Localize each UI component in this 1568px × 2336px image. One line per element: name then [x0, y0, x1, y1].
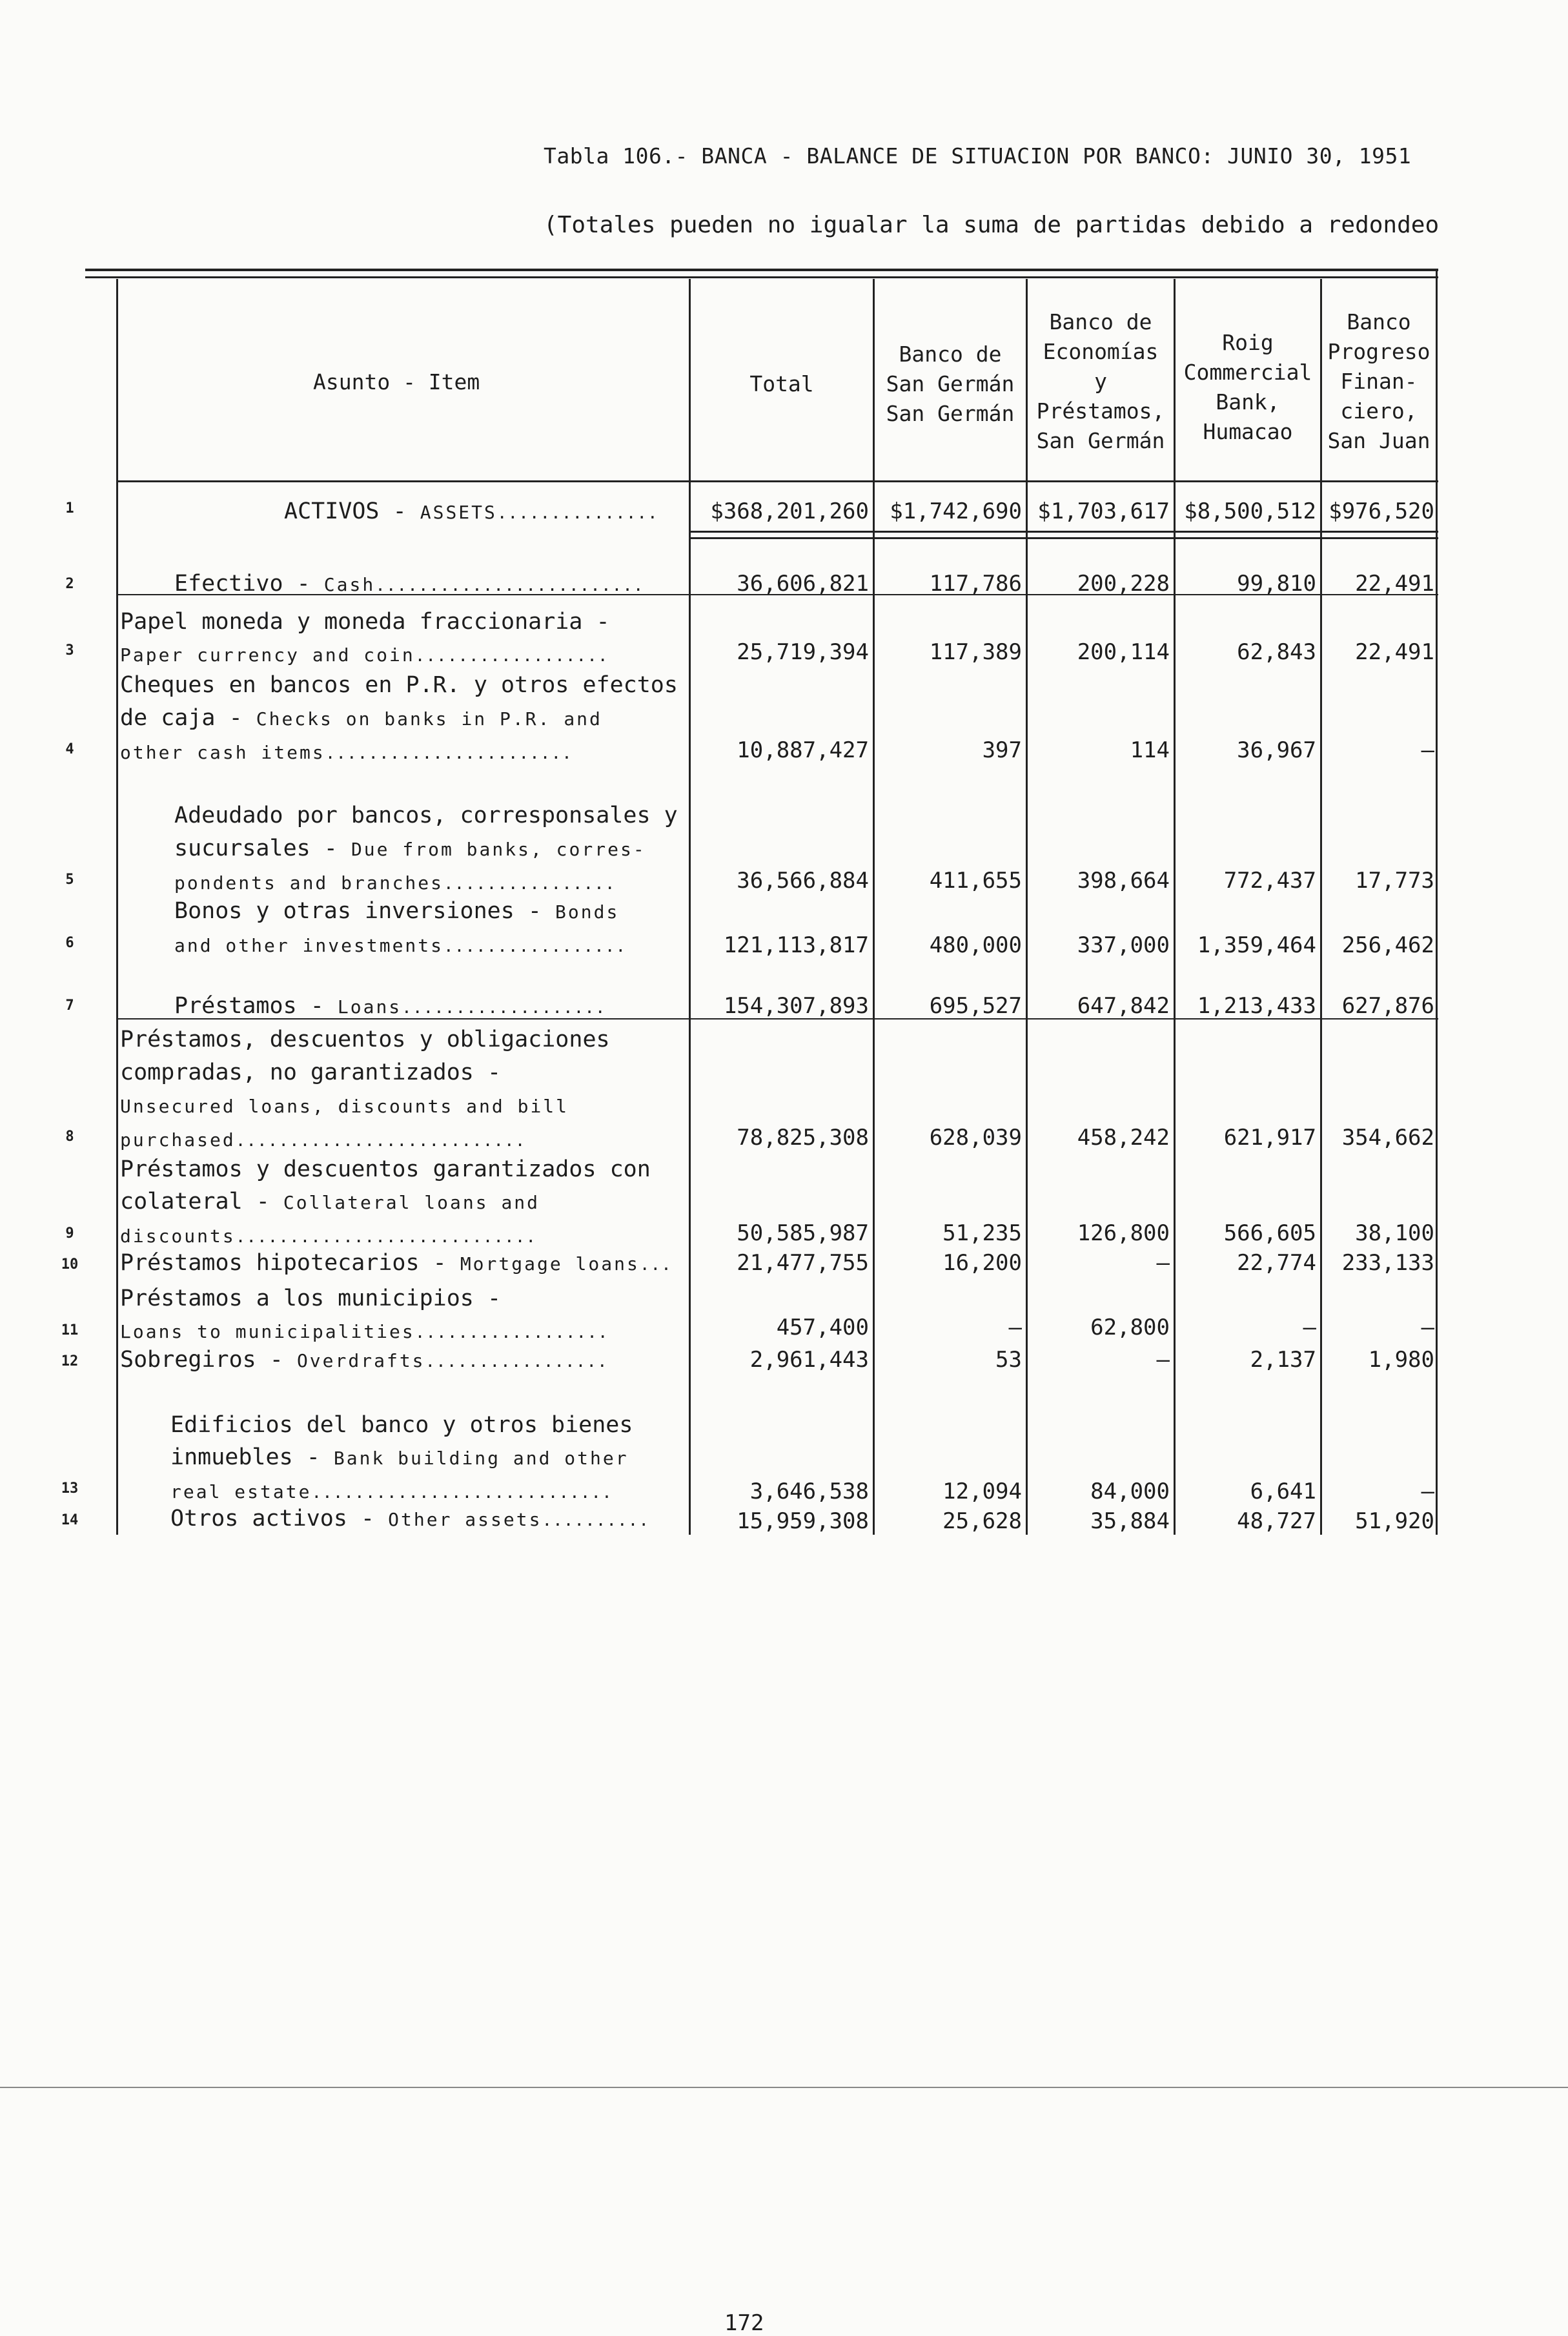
- table-cell: 6,641: [1250, 1479, 1316, 1504]
- table-cell: $8,500,512: [1184, 498, 1316, 524]
- table-cell: 458,242: [1077, 1125, 1170, 1151]
- table-cell: 21,477,755: [737, 1250, 869, 1276]
- row-label-bonds: Bonos y otras inversiones - Bonds and other investments.................: [174, 898, 627, 956]
- row-label-municipal-loans: Préstamos a los municipios - Loans to municipalities..................: [120, 1286, 609, 1342]
- header-bottom-rule: [117, 480, 1438, 482]
- table-cell: 78,825,308: [737, 1125, 869, 1151]
- table-cell: 628,039: [929, 1125, 1022, 1151]
- table-cell: 354,662: [1341, 1125, 1434, 1151]
- table-cell: —: [1303, 1315, 1316, 1340]
- row-label-due-from-banks: Adeudado por bancos, corresponsales y sucursales - Due from banks, corres- pondents and branches................: [174, 803, 678, 894]
- table-cell: 62,843: [1237, 639, 1316, 665]
- table-cell: 233,133: [1341, 1250, 1434, 1276]
- table-cell: 36,566,884: [737, 868, 869, 894]
- assets-double-rule-1: [689, 531, 1438, 533]
- table-cell: 117,389: [929, 639, 1022, 665]
- table-cell: $368,201,260: [710, 498, 869, 524]
- table-title: Tabla 106.- BANCA - BALANCE DE SITUACION POR BANCO: JUNIO 30, 1951: [544, 143, 1412, 169]
- table-cell: —: [1421, 737, 1434, 763]
- table-cell: 22,491: [1355, 571, 1434, 597]
- table-cell: 2,137: [1250, 1347, 1316, 1373]
- table-cell: 51,920: [1355, 1508, 1434, 1534]
- row-number: 9: [65, 1225, 74, 1242]
- table-cell: 200,114: [1077, 639, 1170, 665]
- header-total: Total: [749, 371, 814, 396]
- row-label-paper-currency: Papel moneda y moneda fraccionaria - Paper currency and coin..................: [120, 609, 610, 666]
- row-label-collateral-loans: Préstamos y descuentos garantizados con colateral - Collateral loans and discounts............................: [120, 1156, 651, 1247]
- table-cell: —: [1421, 1479, 1434, 1504]
- table-cell: 3,646,538: [749, 1479, 869, 1504]
- table-cell: 256,462: [1341, 932, 1434, 958]
- header-col3: Roig Commercial Bank, Humacao: [1183, 330, 1312, 444]
- row-label-checks: Cheques en bancos en P.R. y otros efectos de caja - Checks on banks in P.R. and other cash items.......................: [120, 672, 678, 763]
- table-cell: 48,727: [1237, 1508, 1316, 1534]
- row-label-bank-building: Edificios del banco y otros bienes inmuebles - Bank building and other real estate............................: [170, 1412, 633, 1502]
- table-cell: 99,810: [1237, 571, 1316, 597]
- table-cell: 621,917: [1223, 1125, 1316, 1151]
- row-number: 12: [61, 1353, 79, 1369]
- table-cell: 1,980: [1368, 1347, 1434, 1373]
- assets-double-rule-2: [689, 537, 1438, 539]
- table-cell: 22,491: [1355, 639, 1434, 665]
- col-rule-left: [116, 279, 118, 1535]
- table-cell: 16,200: [942, 1250, 1022, 1276]
- table-cell: 1,359,464: [1197, 932, 1316, 958]
- row-number: 6: [65, 935, 74, 951]
- page-bottom-edge: [0, 2087, 1568, 2088]
- table-cell: 200,228: [1077, 571, 1170, 597]
- table-cell: 12,094: [942, 1479, 1022, 1504]
- table-subtitle: (Totales pueden no igualar la suma de partidas debido a redondeo: [544, 212, 1440, 238]
- row-label-assets: ACTIVOS - ASSETS...............: [284, 498, 658, 524]
- table-cell: 38,100: [1355, 1220, 1434, 1246]
- table-cell: 25,628: [942, 1508, 1022, 1534]
- table-cell: 35,884: [1090, 1508, 1170, 1534]
- row-number: 1: [65, 500, 74, 517]
- table-cell: 337,000: [1077, 932, 1170, 958]
- table-cell: 772,437: [1223, 868, 1316, 894]
- row-number: 14: [61, 1512, 79, 1528]
- header-col1: Banco de San Germán San Germán: [886, 342, 1015, 426]
- table-cell: 117,786: [929, 571, 1022, 597]
- row-label-other-assets: Otros activos - Other assets..........: [170, 1506, 649, 1532]
- table-cell: 397: [982, 737, 1022, 763]
- table-cell: 627,876: [1341, 993, 1434, 1019]
- table-cell: 17,773: [1355, 868, 1434, 894]
- row-number: 13: [61, 1480, 79, 1497]
- table-cell: 457,400: [776, 1315, 869, 1340]
- row-number: 5: [65, 872, 74, 888]
- table-cell: 1,213,433: [1197, 993, 1316, 1019]
- table-cell: 51,235: [942, 1220, 1022, 1246]
- row-label-mortgage: Préstamos hipotecarios - Mortgage loans...: [120, 1250, 672, 1276]
- table-cell: $976,520: [1329, 498, 1434, 524]
- table-cell: 121,113,817: [723, 932, 869, 958]
- header-col2: Banco de Economías y Préstamos, San Germán: [1036, 309, 1165, 453]
- table-cell: 36,606,821: [737, 571, 869, 597]
- table-cell: 2,961,443: [749, 1347, 869, 1373]
- table-cell: 62,800: [1090, 1315, 1170, 1340]
- header-item: Asunto - Item: [313, 369, 480, 394]
- table-cell: —: [1008, 1315, 1022, 1340]
- row-label-unsecured-loans: Préstamos, descuentos y obligaciones compradas, no garantizados - Unsecured loans, discounts and bill purchased...........................: [120, 1027, 610, 1151]
- col-rule-right: [1436, 271, 1438, 1535]
- table-cell: 566,605: [1223, 1220, 1316, 1246]
- table-cell: —: [1421, 1315, 1434, 1340]
- row-number: 10: [61, 1256, 79, 1273]
- row-number: 8: [65, 1129, 74, 1145]
- row-label-overdrafts: Sobregiros - Overdrafts.................: [120, 1347, 608, 1373]
- table-cell: 10,887,427: [737, 737, 869, 763]
- table-cell: 647,842: [1077, 993, 1170, 1019]
- table-cell: 25,719,394: [737, 639, 869, 665]
- table-cell: 398,664: [1077, 868, 1170, 894]
- top-rule-1: [85, 269, 1438, 271]
- table-cell: —: [1156, 1347, 1170, 1373]
- row-number: 2: [65, 576, 74, 592]
- row-number: 3: [65, 642, 74, 659]
- row-label-loans: Préstamos - Loans...................: [174, 993, 606, 1019]
- table-cell: $1,742,690: [890, 498, 1022, 524]
- table-cell: 114: [1130, 737, 1170, 763]
- table-cell: 50,585,987: [737, 1220, 869, 1246]
- table-cell: 36,967: [1237, 737, 1316, 763]
- table-cell: $1,703,617: [1037, 498, 1170, 524]
- top-rule-2: [85, 276, 1438, 278]
- page-number: 172: [724, 2310, 764, 2336]
- row-number: 4: [65, 741, 74, 757]
- table-cell: 695,527: [929, 993, 1022, 1019]
- header-col4: Banco Progreso Finan- ciero, San Juan: [1327, 309, 1431, 453]
- row-number: 11: [61, 1322, 79, 1338]
- row-label-cash: Efectivo - Cash.........................: [174, 571, 644, 597]
- table-cell: 22,774: [1237, 1250, 1316, 1276]
- table-cell: 53: [995, 1347, 1022, 1373]
- table-cell: 154,307,893: [723, 993, 869, 1019]
- table-cell: 84,000: [1090, 1479, 1170, 1504]
- table-cell: 411,655: [929, 868, 1022, 894]
- table-cell: 480,000: [929, 932, 1022, 958]
- table-cell: —: [1156, 1250, 1170, 1276]
- table-cell: 15,959,308: [737, 1508, 869, 1534]
- table-cell: 126,800: [1077, 1220, 1170, 1246]
- row-number: 7: [65, 998, 74, 1014]
